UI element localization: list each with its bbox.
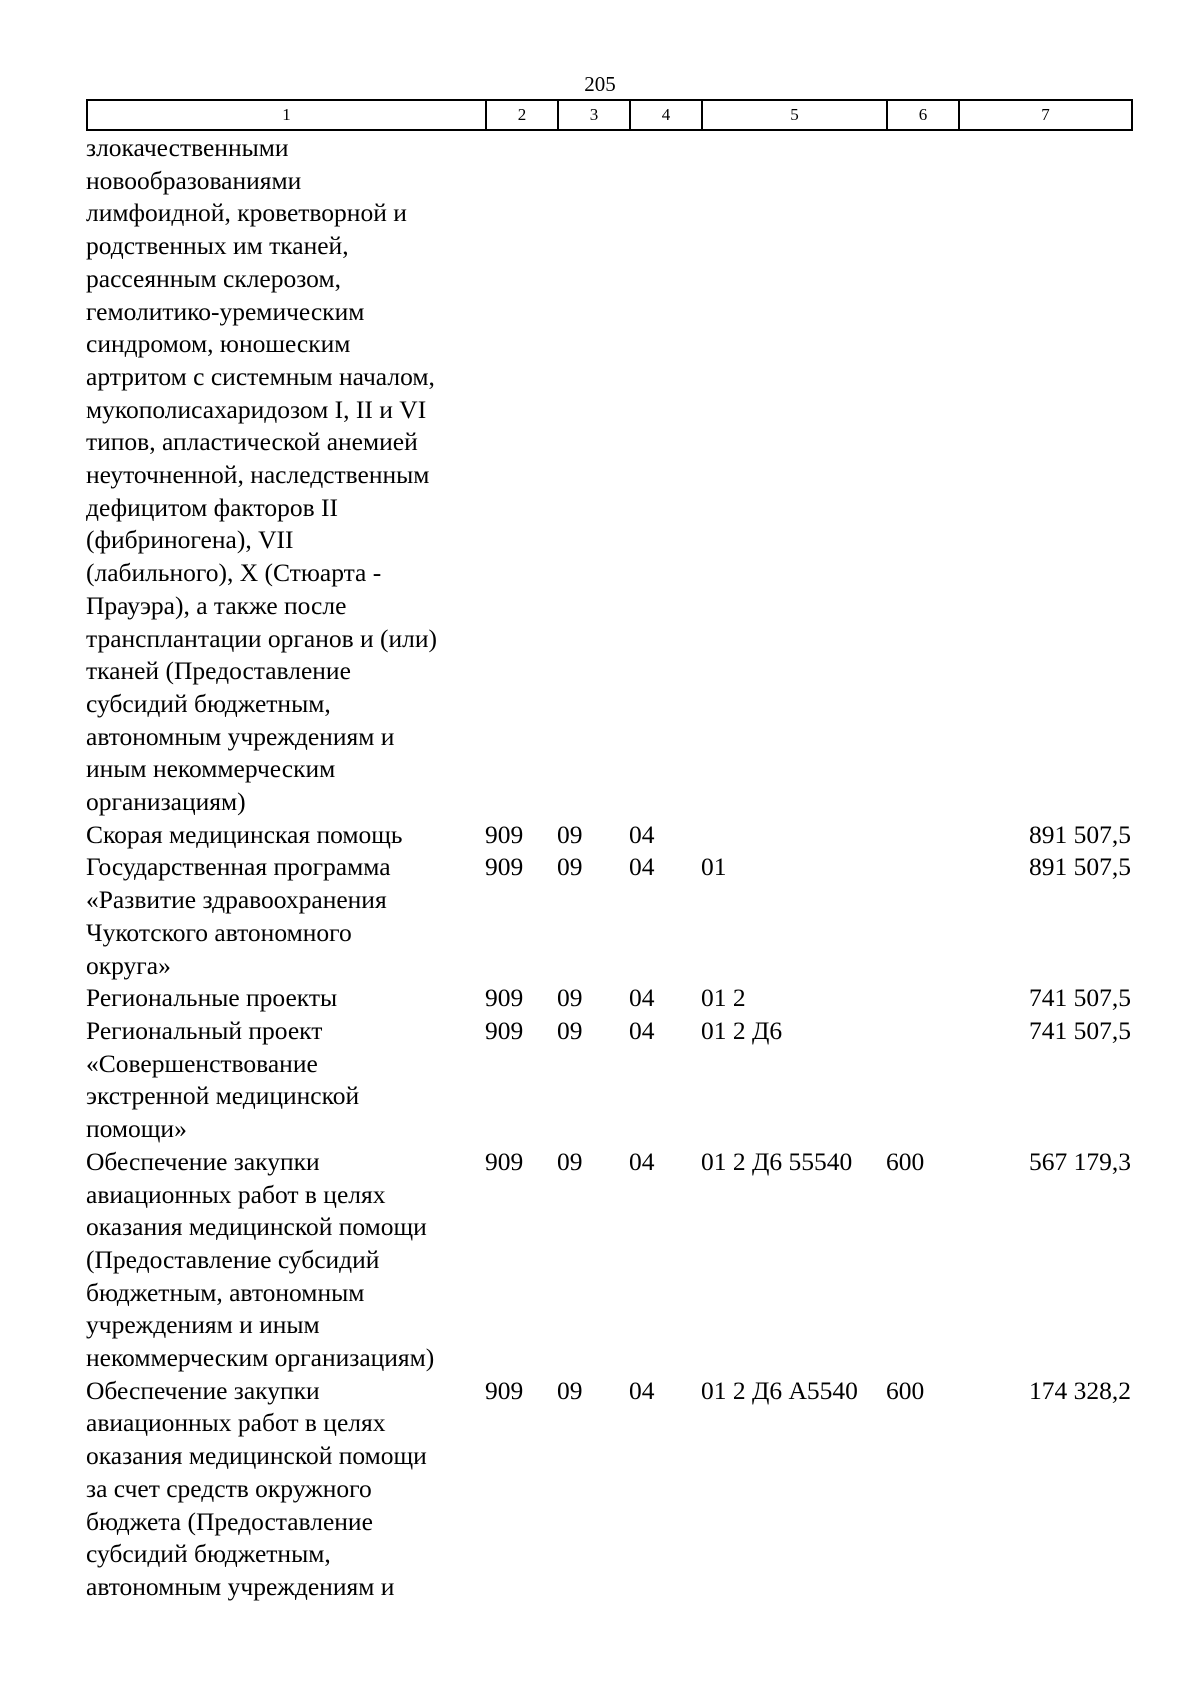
code-gr-cell [485,132,557,819]
budget-table-body [86,132,1131,1604]
code-gr-cell: 909 [485,983,524,1013]
code-pr-cell: 04 [629,1146,655,1176]
code-pr-cell: 04 [629,983,655,1013]
row-name-line: за счет средств окружного [86,1473,372,1503]
row-name-cell [86,819,485,852]
amount-cell: 741 507,5 [1029,983,1131,1013]
code-csr-cell: 01 2 Д6 А5540 [701,1375,858,1405]
row-name-line: некоммерческим организациям) [86,1343,435,1373]
code-gr-cell: 909 [485,1146,524,1176]
code-vr-cell [886,982,958,1015]
row-name-line: субсидий бюджетным, [86,1539,331,1569]
row-name-line: бюджетным, автономным [86,1277,365,1307]
row-name-line: типов, апластической анемией [86,427,418,457]
amount-cell: 567 179,3 [1029,1146,1131,1176]
row-name-line: дефицитом факторов II [86,492,338,522]
column-header-cell: 7 [959,100,1132,130]
row-name-line: лимфоидной, кроветворной и [86,198,407,228]
row-name-line: Обеспечение закупки [86,1146,320,1176]
code-rz-cell: 09 [557,819,583,849]
row-name-line: (Предоставление субсидий [86,1244,380,1274]
row-name-line: Прауэра), а также после [86,590,347,620]
row-name-line: (лабильного), X (Стюарта - [86,558,382,588]
code-vr-cell: 600 [886,1146,925,1176]
row-name-line: «Совершенствование [86,1048,318,1078]
row-name-line: автономным учреждениям и [86,721,395,751]
row-name-cell [86,1015,485,1146]
amount-cell [958,132,1131,819]
table-row [86,1146,1131,1375]
table-row [86,819,1131,852]
row-name-line: «Развитие здравоохранения [86,885,387,915]
code-gr-cell: 909 [485,1015,524,1045]
page-number: 205 [584,72,616,96]
amount-cell: 891 507,5 [1029,819,1131,849]
code-vr-cell [886,132,958,819]
code-rz-cell: 09 [557,1146,583,1176]
table-row [86,1015,1131,1146]
code-vr-cell [886,851,958,982]
code-csr-cell: 01 2 [701,983,746,1013]
row-name-line: (фибриногена), VII [86,525,294,555]
row-name-line: неуточненной, наследственным [86,460,430,490]
column-header-cell: 3 [558,100,630,130]
row-name-line: иным некоммерческим [86,754,336,784]
amount-cell: 174 328,2 [1029,1375,1131,1405]
row-name-cell [86,1375,485,1604]
row-name-cell [86,851,485,982]
column-header-cell: 1 [87,100,486,130]
row-name-line: учреждениям и иным [86,1310,320,1340]
row-name-line: тканей (Предоставление [86,656,351,686]
budget-table [86,132,1131,1604]
row-name-cell [86,1146,485,1375]
row-name-line: автономным учреждениям и [86,1571,395,1601]
row-name-cell [86,982,485,1015]
row-name-line: оказания медицинской помощи [86,1441,427,1471]
column-header-cell: 2 [486,100,558,130]
code-rz-cell: 09 [557,983,583,1013]
code-pr-cell [629,132,701,819]
row-name-line: авиационных работ в целях [86,1408,386,1438]
row-name-line: Региональный проект [86,1015,323,1045]
code-vr-cell: 600 [886,1375,925,1405]
row-name-line: злокачественными [86,133,289,162]
code-csr-cell [701,819,886,852]
code-csr-cell: 01 [701,852,727,882]
table-row [86,1375,1131,1604]
row-name-line: Скорая медицинская помощь [86,819,403,849]
row-name-line: бюджета (Предоставление [86,1506,373,1536]
code-vr-cell [886,1015,958,1146]
row-name-line: субсидий бюджетным, [86,688,331,718]
column-header-cell: 4 [630,100,702,130]
row-name-line: артритом с системным началом, [86,361,435,391]
code-gr-cell: 909 [485,819,524,849]
code-rz-cell: 09 [557,852,583,882]
code-vr-cell [886,819,958,852]
row-name-line: гемолитико-уремическим [86,296,365,326]
row-name-line: Государственная программа [86,852,391,882]
table-row [86,132,1131,819]
code-csr-cell [701,132,886,819]
amount-cell: 741 507,5 [1029,1015,1131,1045]
row-name-line: организациям) [86,787,246,817]
row-name-line: мукополисахаридозом I, II и VI [86,394,427,424]
code-gr-cell: 909 [485,852,524,882]
row-name-line: рассеянным склерозом, [86,263,341,293]
code-gr-cell: 909 [485,1375,524,1405]
row-name-line: экстренной медицинской [86,1081,360,1111]
code-pr-cell: 04 [629,852,655,882]
code-pr-cell: 04 [629,1015,655,1045]
code-rz-cell [557,132,629,819]
amount-cell: 891 507,5 [1029,852,1131,882]
code-csr-cell: 01 2 Д6 [701,1015,783,1045]
table-row [86,851,1131,982]
code-rz-cell: 09 [557,1375,583,1405]
row-name-cell [86,132,485,819]
code-pr-cell: 04 [629,1375,655,1405]
row-name-line: трансплантации органов и (или) [86,623,438,653]
code-rz-cell: 09 [557,1015,583,1045]
row-name-line: оказания медицинской помощи [86,1212,427,1242]
row-name-line: округа» [86,950,171,980]
row-name-line: авиационных работ в целях [86,1179,386,1209]
row-name-line: Обеспечение закупки [86,1375,320,1405]
column-header-cell: 6 [887,100,959,130]
table-row [86,982,1131,1015]
code-csr-cell: 01 2 Д6 55540 [701,1146,853,1176]
row-name-line: синдромом, юношеским [86,329,351,359]
row-name-line: Региональные проекты [86,983,338,1013]
row-name-line: Чукотского автономного [86,917,352,947]
column-header-cell: 5 [702,100,887,130]
row-name-line: помощи» [86,1114,187,1144]
row-name-line: родственных им тканей, [86,231,349,261]
row-name-line: новообразованиями [86,165,302,195]
column-header-row [87,100,1132,130]
column-header-table [86,99,1133,131]
code-pr-cell: 04 [629,819,655,849]
